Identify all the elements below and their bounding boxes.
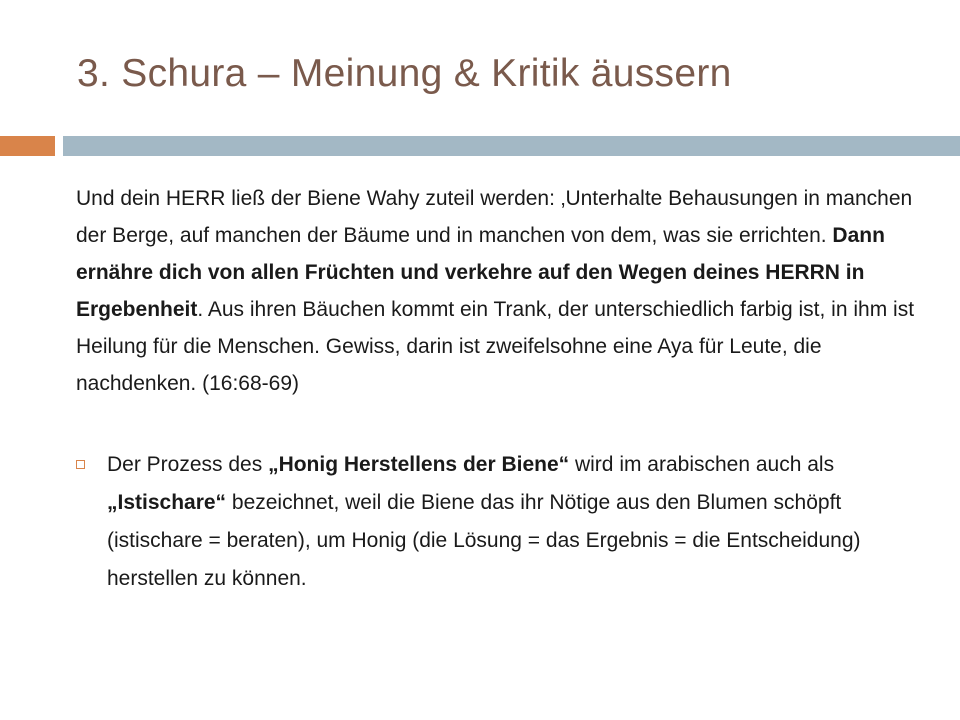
title-accent-bar: [0, 136, 55, 156]
bullet-bold-istischare: „Istischare“: [107, 491, 227, 514]
bullet-text: [107, 446, 927, 598]
hollow-square-bullet-icon: [76, 460, 85, 469]
quote-paragraph: [76, 180, 936, 402]
bullet-bold-honey-process: „Honig Herstellens der Biene“: [268, 453, 570, 476]
bullet-text-part: wird im arabischen auch als: [569, 453, 835, 476]
slide-title: 3. Schura – Meinung & Kritik äussern: [77, 52, 732, 95]
bullet-text-part: bezeichnet, weil die Biene das ihr Nötige aus den Blumen schöpft (istischare = beraten), um Honig (die Lösung = das Ergebnis = die Entscheidung) herstellen zu können.: [107, 491, 861, 590]
quote-text-bold: Dann ernähre dich von allen Früchten und verkehre auf den Wegen deines HERRN in Ergebenheit: [76, 224, 885, 321]
bullet-text-part: Der Prozess des: [107, 453, 269, 476]
quote-text-intro: Und dein HERR ließ der Biene Wahy zuteil werden: ‚Unterhalte Behausungen in manchen der Berge, auf manchen der Bäume und in manchen von dem, was sie errichten.: [76, 187, 913, 247]
title-divider-bar: [63, 136, 960, 156]
quote-text-outro: . Aus ihren Bäuchen kommt ein Trank, der unterschiedlich farbig ist, in ihm ist Heilung für die Menschen. Gewiss, darin ist zweifelsohne eine Aya für Leute, die nachdenken. (16:68-69): [76, 298, 915, 395]
